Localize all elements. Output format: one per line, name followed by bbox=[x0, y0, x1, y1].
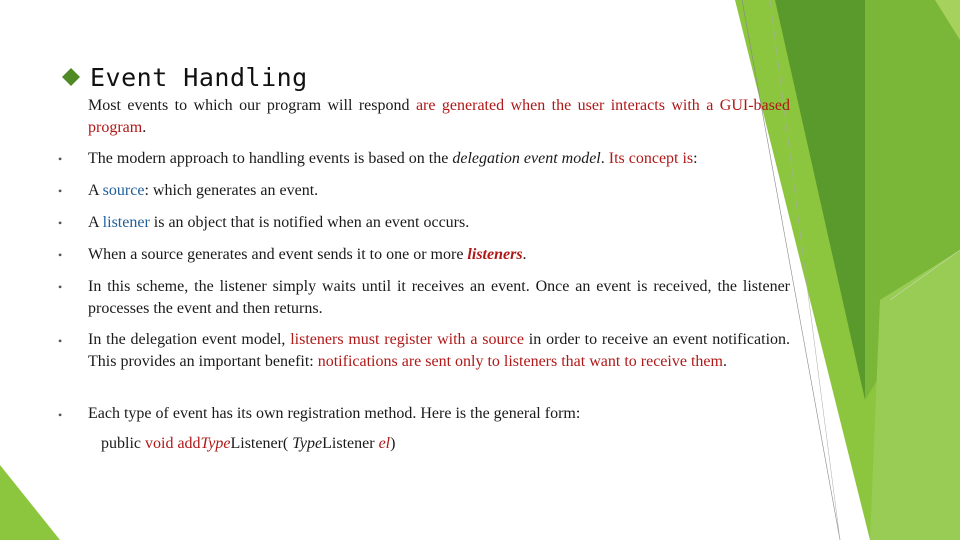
bullet-text-2: A source: which generates an event. bbox=[88, 182, 319, 199]
diamond-bullet-icon bbox=[62, 68, 80, 86]
bullet-text-5: In this scheme, the listener simply waits until it receives an event. Once an event is received, the listener processes the event and then returns. bbox=[88, 278, 790, 317]
bullet-marker: • bbox=[58, 216, 63, 230]
title-text: Event Handling bbox=[90, 62, 308, 92]
bullet-text-1: The modern approach to handling events is based on the delegation event model. Its concept is: bbox=[88, 150, 698, 167]
bullet-marker: • bbox=[58, 280, 63, 294]
slide-title bbox=[62, 60, 308, 94]
code-general-form: public void addTypeListener( TypeListener el) bbox=[101, 435, 396, 452]
bullet-text-6: In the delegation event model, listeners must register with a source in order to receive an event notification. This provides an important benefit: notifications are sent only to listeners that want to receive them. bbox=[88, 331, 791, 370]
bullet-marker: • bbox=[58, 184, 63, 198]
bullet-marker: • bbox=[58, 408, 63, 422]
bullet-text-7: Each type of event has its own registration method. Here is the general form: bbox=[88, 405, 581, 422]
bullet-marker: • bbox=[58, 334, 63, 348]
green-band-bottom-left bbox=[0, 465, 60, 540]
bullet-marker: • bbox=[58, 152, 63, 166]
bullet-text-4: When a source generates and event sends it to one or more listeners. bbox=[88, 246, 527, 263]
bullet-marker: • bbox=[58, 248, 63, 262]
bullet-text-3: A listener is an object that is notified when an event occurs. bbox=[88, 214, 470, 231]
intro-paragraph: Most events to which our program will respond are generated when the user interacts with a GUI-based program. bbox=[88, 97, 790, 136]
